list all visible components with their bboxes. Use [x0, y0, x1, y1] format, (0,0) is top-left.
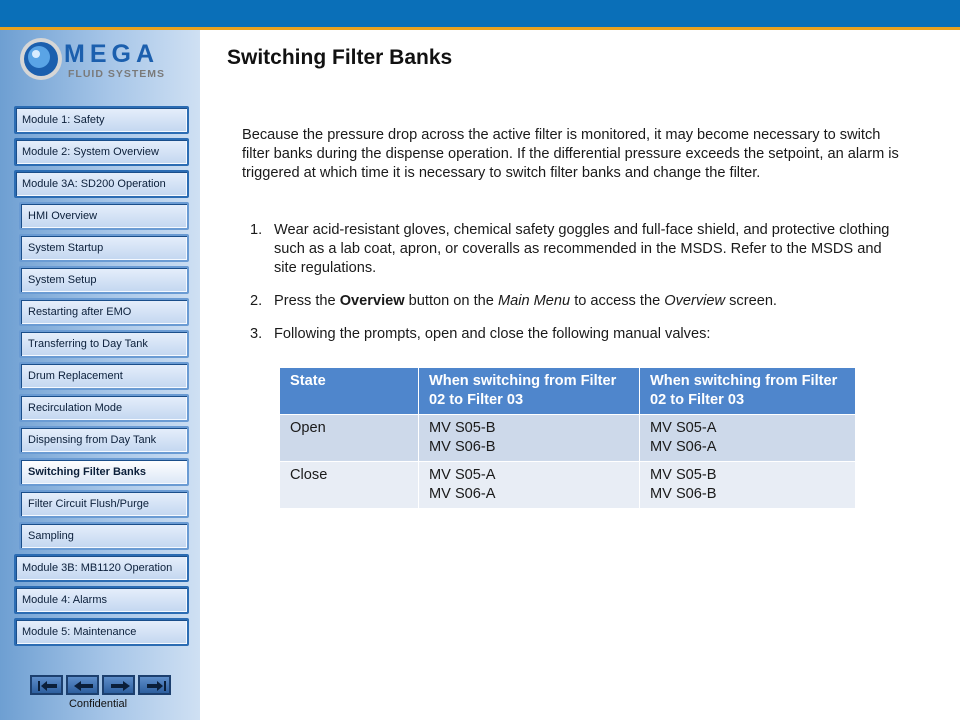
step-text-part: screen. — [725, 293, 777, 309]
valve-name: MV S05-A — [429, 467, 496, 483]
nav-transferring-to-day-tank[interactable]: Transferring to Day Tank — [19, 330, 189, 358]
valve-name: MV S06-A — [429, 486, 496, 502]
nav-system-startup[interactable]: System Startup — [19, 234, 189, 262]
step-text-part: button on the — [404, 293, 498, 309]
intro-paragraph: Because the pressure drop across the active filter is monitored, it may become necessary to switch filter banks during the dispense operation. If the differential pressure exceeds the setpoint, an alarm is triggered at which time it is necessary to switch filter banks and change the filter. — [242, 127, 899, 181]
step-number: 1. — [250, 222, 263, 238]
step-text: Following the prompts, open and close the following manual valves: — [274, 326, 711, 342]
column-header-switch-a: When switching from Filter 02 to Filter 03 — [419, 368, 640, 415]
valve-cell — [419, 415, 640, 462]
table-header-row — [280, 368, 856, 415]
first-page-button[interactable] — [30, 675, 63, 695]
nav-drum-replacement[interactable]: Drum Replacement — [19, 362, 189, 390]
last-page-button[interactable] — [138, 675, 171, 695]
previous-page-button[interactable] — [66, 675, 99, 695]
overview-button-reference: Overview — [339, 293, 405, 309]
nav-filter-circuit-flush-purge[interactable]: Filter Circuit Flush/Purge — [19, 490, 189, 518]
logo-word: MEGA — [64, 40, 159, 68]
logo-ring-icon — [18, 36, 64, 82]
logo-subtitle: FLUID SYSTEMS — [68, 68, 166, 80]
step-number: 3. — [250, 326, 263, 342]
valve-table — [280, 368, 856, 508]
valve-cell — [419, 462, 640, 509]
nav-module-3b-mb1120-operation[interactable]: Module 3B: MB1120 Operation — [14, 554, 189, 582]
step-text: Wear acid-resistant gloves, chemical safety goggles and full-face shield, and protective clothing such as a lab coat, apron, or coveralls as recommended in the MSDS. Refer to the MSDS and site regulations. — [274, 222, 890, 276]
nav-module-3a-sd200-operation[interactable]: Module 3A: SD200 Operation — [14, 170, 189, 198]
page-title: Switching Filter Banks — [227, 46, 453, 69]
nav-recirculation-mode[interactable]: Recirculation Mode — [19, 394, 189, 422]
step-item — [250, 292, 900, 311]
nav-dispensing-from-day-tank[interactable]: Dispensing from Day Tank — [19, 426, 189, 454]
step-text-part: Press the — [274, 293, 340, 309]
step-number: 2. — [250, 293, 263, 309]
steps-list — [250, 221, 900, 358]
nav-restarting-after-emo[interactable]: Restarting after EMO — [19, 298, 189, 326]
nav-sampling[interactable]: Sampling — [19, 522, 189, 550]
nav-module-2-system-overview[interactable]: Module 2: System Overview — [14, 138, 189, 166]
overview-screen-reference: Overview — [664, 293, 726, 309]
valve-cell — [640, 462, 856, 509]
step-item — [250, 325, 900, 344]
previous-icon — [73, 680, 95, 692]
confidential-label: Confidential — [68, 698, 128, 710]
valve-name: MV S06-B — [429, 439, 496, 455]
top-banner — [0, 0, 960, 30]
valve-name: MV S06-A — [650, 439, 717, 455]
state-cell: Open — [280, 415, 419, 462]
column-header-switch-b: When switching from Filter 02 to Filter 03 — [640, 368, 856, 415]
company-logo — [18, 36, 178, 88]
nav-module-4-alarms[interactable]: Module 4: Alarms — [14, 586, 189, 614]
valve-name: MV S06-B — [650, 486, 717, 502]
state-cell: Close — [280, 462, 419, 509]
nav-switching-filter-banks[interactable]: Switching Filter Banks — [19, 458, 189, 486]
step-item — [250, 221, 900, 278]
main-menu-reference: Main Menu — [497, 293, 571, 309]
nav-system-setup[interactable]: System Setup — [19, 266, 189, 294]
valve-name: MV S05-A — [650, 420, 717, 436]
first-icon — [37, 680, 59, 692]
valve-name: MV S05-B — [650, 467, 717, 483]
column-header-state: State — [280, 368, 419, 415]
nav-hmi-overview[interactable]: HMI Overview — [19, 202, 189, 230]
valve-name: MV S05-B — [429, 420, 496, 436]
last-icon — [145, 680, 167, 692]
nav-module-5-maintenance[interactable]: Module 5: Maintenance — [14, 618, 189, 646]
next-page-button[interactable] — [102, 675, 135, 695]
next-icon — [109, 680, 131, 692]
valve-cell — [640, 415, 856, 462]
table-row — [280, 462, 856, 509]
nav-module-1-safety[interactable]: Module 1: Safety — [14, 106, 189, 134]
table-row — [280, 415, 856, 462]
navigation-arrows — [30, 675, 172, 697]
step-text-part: to access the — [570, 293, 665, 309]
